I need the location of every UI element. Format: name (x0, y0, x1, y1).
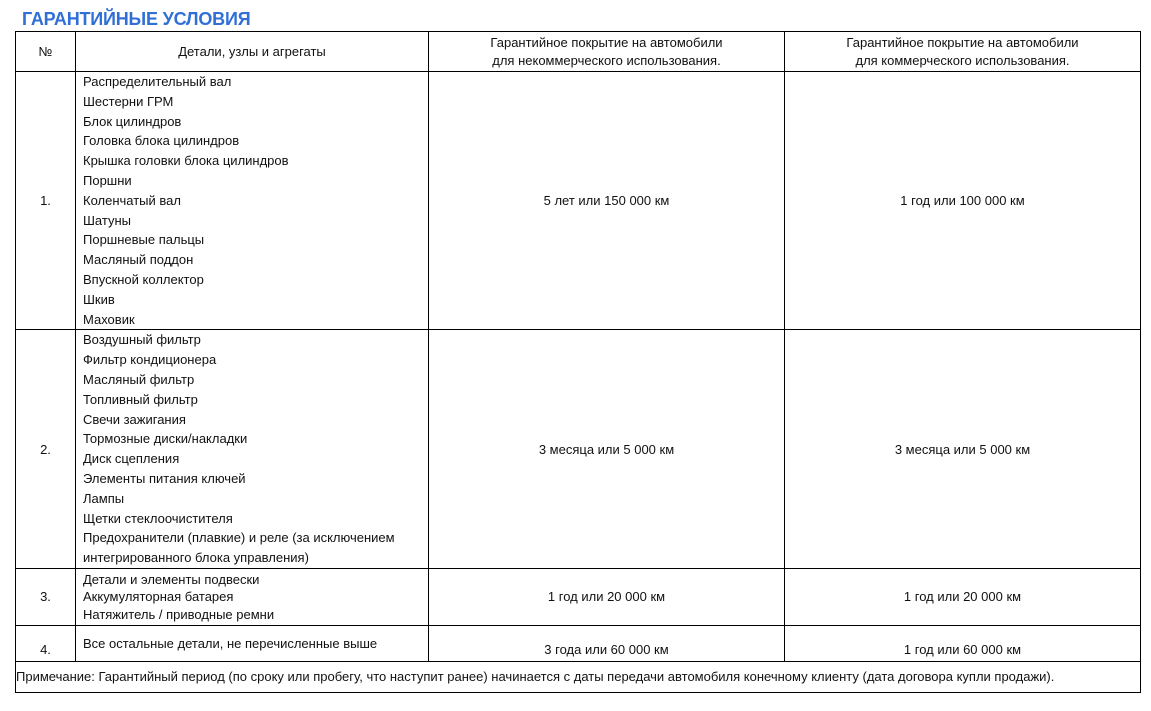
part-item: Поршневые пальцы (83, 232, 205, 248)
parts-list (76, 330, 428, 568)
row-commercial-coverage: 1 год или 100 000 км (785, 72, 1141, 330)
row-noncommercial-coverage: 5 лет или 150 000 км (429, 72, 785, 330)
header-commercial (785, 32, 1141, 72)
row-parts (76, 625, 429, 661)
warranty-table (15, 31, 1141, 693)
row-commercial-coverage: 1 год или 60 000 км (785, 625, 1141, 661)
row-noncommercial-coverage: 1 год или 20 000 км (429, 568, 785, 625)
part-item: Щетки стеклоочистителя (83, 510, 233, 526)
row-parts (76, 72, 429, 330)
row-number: 2. (16, 330, 76, 569)
warranty-note: Примечание: Гарантийный период (по сроку или пробегу, что наступит ранее) начинается с даты передачи автомобиля конечному клиенту (дата договора купли продажи). (16, 661, 1141, 692)
table-row (16, 568, 1141, 625)
part-item: Головка блока цилиндров (83, 133, 240, 149)
part-item: Аккумуляторная батарея (83, 589, 234, 605)
row-number: 1. (16, 72, 76, 330)
parts-list (76, 571, 428, 624)
part-item: Все остальные детали, не перечисленные выше (83, 635, 378, 651)
part-item: интегрированного блока управления) (83, 550, 309, 566)
row-number: 4. (16, 625, 76, 661)
part-item: Диск сцепления (83, 451, 180, 467)
part-item: Детали и элементы подвески (83, 571, 260, 587)
header-num: № (16, 32, 76, 72)
part-item: Элементы питания ключей (83, 470, 246, 486)
note-row (16, 661, 1141, 692)
header-commercial-line2: для коммерческого использования. (855, 52, 1070, 68)
header-noncommercial-line1: Гарантийное покрытие на автомобили (490, 34, 723, 50)
part-item: Масляный фильтр (83, 371, 195, 387)
part-item: Впускной коллектор (83, 271, 204, 287)
part-item: Распределительный вал (83, 74, 232, 89)
part-item: Шестерни ГРМ (83, 93, 174, 109)
parts-list (76, 72, 428, 329)
part-item: Свечи зажигания (83, 411, 186, 427)
header-commercial-line1: Гарантийное покрытие на автомобили (846, 34, 1079, 50)
row-commercial-coverage: 3 месяца или 5 000 км (785, 330, 1141, 569)
table-row (16, 72, 1141, 330)
part-item: Блок цилиндров (83, 113, 182, 129)
header-noncommercial-line2: для некоммерческого использования. (492, 52, 721, 68)
part-item: Топливный фильтр (83, 391, 198, 407)
table-row (16, 330, 1141, 569)
row-noncommercial-coverage: 3 месяца или 5 000 км (429, 330, 785, 569)
part-item: Крышка головки блока цилиндров (83, 153, 289, 169)
part-item: Натяжитель / приводные ремни (83, 606, 275, 622)
parts-list (76, 634, 428, 654)
table-header-row (16, 32, 1141, 72)
header-noncommercial (429, 32, 785, 72)
part-item: Масляный поддон (83, 252, 194, 268)
table-row (16, 625, 1141, 661)
part-item: Фильтр кондиционера (83, 352, 217, 368)
part-item: Воздушный фильтр (83, 332, 201, 348)
row-number: 3. (16, 568, 76, 625)
page-title: ГАРАНТИЙНЫЕ УСЛОВИЯ (22, 9, 251, 29)
part-item: Коленчатый вал (83, 192, 181, 208)
part-item: Лампы (83, 490, 125, 506)
part-item: Поршни (83, 172, 132, 188)
row-parts (76, 330, 429, 569)
row-parts (76, 568, 429, 625)
row-noncommercial-coverage: 3 года или 60 000 км (429, 625, 785, 661)
row-commercial-coverage: 1 год или 20 000 км (785, 568, 1141, 625)
header-parts: Детали, узлы и агрегаты (76, 32, 429, 72)
part-item: Тормозные диски/накладки (83, 431, 248, 447)
part-item: Шатуны (83, 212, 131, 228)
part-item: Предохранители (плавкие) и реле (за исключением (83, 530, 395, 546)
part-item: Маховик (83, 311, 135, 327)
part-item: Шкив (83, 291, 115, 307)
